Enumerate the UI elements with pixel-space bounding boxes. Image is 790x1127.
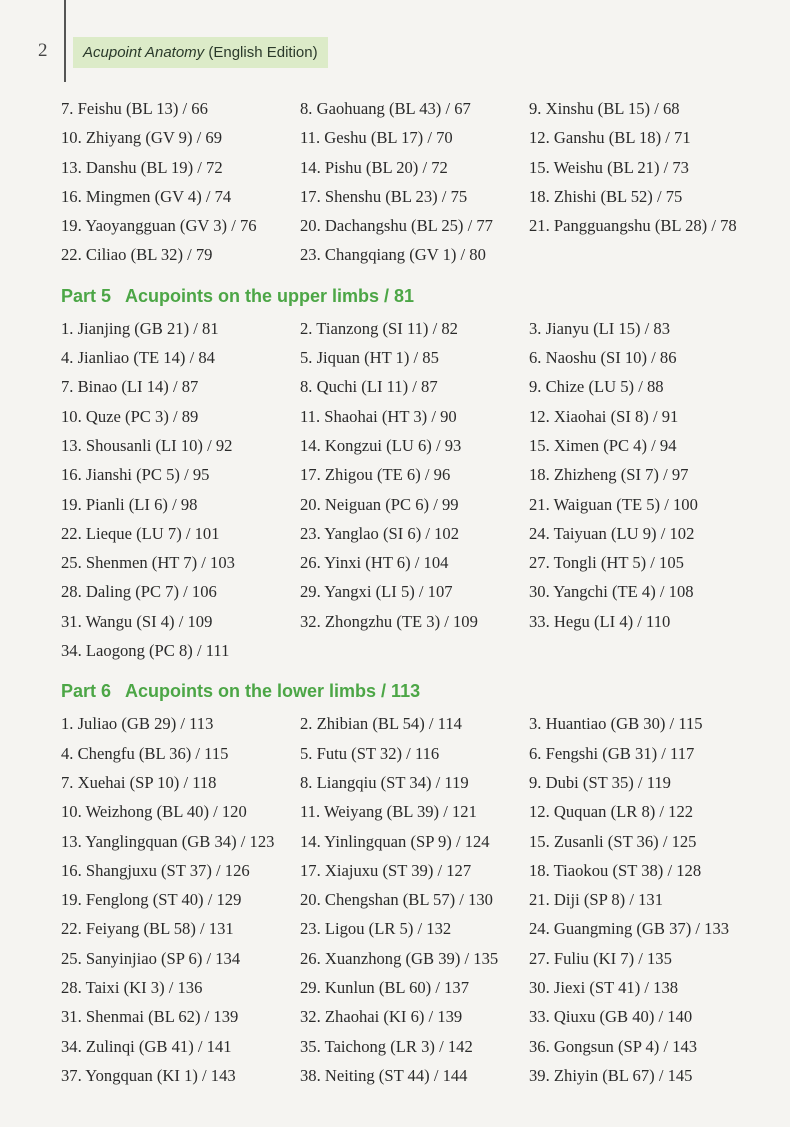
toc-entry: 32. Zhaohai (KI 6) / 139 [300, 1007, 463, 1027]
toc-entry: 15. Ximen (PC 4) / 94 [529, 435, 677, 455]
toc-entry: 11. Weiyang (BL 39) / 121 [300, 802, 477, 822]
toc-row [0, 973, 790, 1002]
toc-row [0, 460, 790, 489]
toc-entry: 2. Zhibian (BL 54) / 114 [300, 714, 462, 734]
toc-entry: 36. Gongsun (SP 4) / 143 [529, 1036, 698, 1056]
toc-entry: 16. Jianshi (PC 5) / 95 [61, 465, 210, 485]
toc-entry: 20. Chengshan (BL 57) / 130 [300, 890, 493, 910]
toc-entry: 28. Daling (PC 7) / 106 [61, 582, 217, 602]
toc-entry: 18. Zhishi (BL 52) / 75 [529, 186, 683, 206]
toc-entry: 20. Neiguan (PC 6) / 99 [300, 494, 459, 514]
toc-entry: 37. Yongquan (KI 1) / 143 [61, 1065, 236, 1085]
toc-entry: 8. Liangqiu (ST 34) / 119 [300, 772, 469, 792]
toc-entry: 11. Geshu (BL 17) / 70 [300, 128, 453, 148]
running-title [73, 37, 328, 68]
toc-row [0, 885, 790, 914]
toc-row [0, 577, 790, 606]
toc-entry: 32. Zhongzhu (TE 3) / 109 [300, 611, 478, 631]
toc-entry: 14. Yinlingquan (SP 9) / 124 [300, 831, 490, 851]
toc-entry: 24. Guangming (GB 37) / 133 [529, 919, 730, 939]
toc-row [0, 343, 790, 372]
toc-entry: 31. Wangu (SI 4) / 109 [61, 611, 213, 631]
toc-row [0, 856, 790, 885]
toc-entry: 1. Juliao (GB 29) / 113 [61, 714, 214, 734]
toc-row [0, 94, 790, 123]
toc-row [0, 709, 790, 738]
toc-row [0, 314, 790, 343]
toc-entry: 9. Xinshu (BL 15) / 68 [529, 99, 680, 118]
toc-entry: 12. Xiaohai (SI 8) / 91 [529, 406, 679, 426]
toc-entry: 10. Quze (PC 3) / 89 [61, 406, 199, 426]
toc-entry: 20. Dachangshu (BL 25) / 77 [300, 216, 493, 236]
toc-entry: 10. Zhiyang (GV 9) / 69 [61, 128, 223, 148]
toc-entry: 15. Weishu (BL 21) / 73 [529, 157, 689, 177]
toc-entry: 13. Yanglingquan (GB 34) / 123 [61, 831, 275, 851]
toc-grid [0, 709, 790, 1090]
toc-entry: 17. Shenshu (BL 23) / 75 [300, 186, 468, 206]
toc-entry: 1. Jianjing (GB 21) / 81 [61, 318, 219, 338]
toc-row [0, 1032, 790, 1061]
toc-entry: 23. Changqiang (GV 1) / 80 [300, 245, 486, 265]
toc-entry: 8. Gaohuang (BL 43) / 67 [300, 99, 471, 118]
toc-entry: 16. Mingmen (GV 4) / 74 [61, 186, 232, 206]
toc-entry: 15. Zusanli (ST 36) / 125 [529, 831, 697, 851]
part-heading [61, 282, 790, 310]
toc-row [0, 1002, 790, 1031]
toc-entry: 21. Diji (SP 8) / 131 [529, 890, 663, 910]
toc-entry: 6. Fengshi (GB 31) / 117 [529, 743, 695, 763]
toc-row [0, 914, 790, 943]
toc-row [0, 636, 790, 665]
toc-entry: 12. Ququan (LR 8) / 122 [529, 802, 694, 822]
toc-row [0, 240, 790, 269]
toc-entry: 34. Zulinqi (GB 41) / 141 [61, 1036, 232, 1056]
toc-entry: 9. Chize (LU 5) / 88 [529, 377, 664, 397]
toc-entry: 16. Shangjuxu (ST 37) / 126 [61, 860, 250, 880]
table-of-contents [0, 94, 790, 1090]
toc-entry: 5. Futu (ST 32) / 116 [300, 743, 440, 763]
toc-grid [0, 94, 790, 270]
toc-entry: 18. Zhizheng (SI 7) / 97 [529, 465, 689, 485]
toc-entry: 26. Yinxi (HT 6) / 104 [300, 553, 449, 573]
toc-entry: 8. Quchi (LI 11) / 87 [300, 377, 438, 397]
toc-entry: 26. Xuanzhong (GB 39) / 135 [300, 948, 499, 968]
toc-entry: 9. Dubi (ST 35) / 119 [529, 772, 671, 792]
toc-row [0, 123, 790, 152]
toc-entry: 25. Shenmen (HT 7) / 103 [61, 553, 235, 573]
toc-row [0, 827, 790, 856]
toc-row [0, 1061, 790, 1090]
toc-entry: 22. Ciliao (BL 32) / 79 [61, 245, 213, 265]
book-edition: (English Edition) [208, 44, 318, 61]
toc-row [0, 548, 790, 577]
toc-row [0, 944, 790, 973]
toc-entry: 31. Shenmai (BL 62) / 139 [61, 1007, 239, 1027]
toc-entry: 5. Jiquan (HT 1) / 85 [300, 348, 439, 368]
part-label: Part 6 [61, 681, 112, 702]
toc-entry: 14. Pishu (BL 20) / 72 [300, 157, 448, 177]
toc-entry: 27. Fuliu (KI 7) / 135 [529, 948, 672, 968]
toc-entry: 23. Yanglao (SI 6) / 102 [300, 523, 460, 543]
toc-entry: 27. Tongli (HT 5) / 105 [529, 553, 684, 573]
toc-entry: 2. Tianzong (SI 11) / 82 [300, 318, 458, 338]
toc-entry: 29. Yangxi (LI 5) / 107 [300, 582, 453, 602]
toc-row [0, 739, 790, 768]
toc-entry: 21. Pangguangshu (BL 28) / 78 [529, 216, 737, 236]
toc-row [0, 490, 790, 519]
toc-entry: 4. Chengfu (BL 36) / 115 [61, 743, 229, 763]
part-heading [61, 677, 790, 705]
toc-entry: 21. Waiguan (TE 5) / 100 [529, 494, 698, 514]
toc-entry: 30. Yangchi (TE 4) / 108 [529, 582, 694, 602]
toc-entry: 34. Laogong (PC 8) / 111 [61, 641, 230, 661]
toc-row [0, 431, 790, 460]
toc-entry: 38. Neiting (ST 44) / 144 [300, 1065, 468, 1085]
toc-entry: 33. Qiuxu (GB 40) / 140 [529, 1007, 693, 1027]
toc-row [0, 153, 790, 182]
toc-row [0, 797, 790, 826]
toc-entry: 7. Binao (LI 14) / 87 [61, 377, 199, 397]
toc-entry: 22. Feiyang (BL 58) / 131 [61, 919, 234, 939]
page-header [0, 30, 790, 80]
toc-entry: 33. Hegu (LI 4) / 110 [529, 611, 671, 631]
toc-entry: 13. Danshu (BL 19) / 72 [61, 157, 223, 177]
toc-entry: 10. Weizhong (BL 40) / 120 [61, 802, 247, 822]
toc-entry: 35. Taichong (LR 3) / 142 [300, 1036, 473, 1056]
toc-row [0, 607, 790, 636]
toc-entry: 6. Naoshu (SI 10) / 86 [529, 348, 677, 368]
part-label: Part 5 [61, 285, 112, 306]
toc-entry: 19. Yaoyangguan (GV 3) / 76 [61, 216, 257, 236]
toc-entry: 13. Shousanli (LI 10) / 92 [61, 435, 233, 455]
page-number: 2 [38, 40, 48, 61]
toc-entry: 11. Shaohai (HT 3) / 90 [300, 406, 457, 426]
toc-row [0, 768, 790, 797]
toc-entry: 30. Jiexi (ST 41) / 138 [529, 978, 679, 998]
toc-entry: 7. Xuehai (SP 10) / 118 [61, 772, 217, 792]
toc-row [0, 402, 790, 431]
toc-entry: 22. Lieque (LU 7) / 101 [61, 523, 220, 543]
toc-entry: 14. Kongzui (LU 6) / 93 [300, 435, 462, 455]
toc-entry: 39. Zhiyin (BL 67) / 145 [529, 1065, 693, 1085]
toc-entry: 17. Xiajuxu (ST 39) / 127 [300, 860, 472, 880]
toc-entry: 3. Jianyu (LI 15) / 83 [529, 318, 671, 338]
toc-row [0, 182, 790, 211]
toc-entry: 25. Sanyinjiao (SP 6) / 134 [61, 948, 241, 968]
toc-entry: 7. Feishu (BL 13) / 66 [61, 99, 208, 118]
toc-entry: 24. Taiyuan (LU 9) / 102 [529, 523, 695, 543]
toc-entry: 23. Ligou (LR 5) / 132 [300, 919, 452, 939]
toc-grid [0, 314, 790, 666]
toc-row [0, 211, 790, 240]
toc-entry: 12. Ganshu (BL 18) / 71 [529, 128, 691, 148]
toc-entry: 19. Fenglong (ST 40) / 129 [61, 890, 242, 910]
toc-entry: 17. Zhigou (TE 6) / 96 [300, 465, 451, 485]
toc-entry: 29. Kunlun (BL 60) / 137 [300, 978, 469, 998]
part-title: Acupoints on the lower limbs / 113 [125, 681, 421, 702]
toc-entry: 18. Tiaokou (ST 38) / 128 [529, 860, 702, 880]
part-title: Acupoints on the upper limbs / 81 [125, 285, 415, 306]
book-title: Acupoint Anatomy [83, 44, 205, 61]
toc-entry: 28. Taixi (KI 3) / 136 [61, 978, 203, 998]
toc-entry: 3. Huantiao (GB 30) / 115 [529, 714, 703, 734]
toc-entry: 4. Jianliao (TE 14) / 84 [61, 348, 215, 368]
toc-row [0, 372, 790, 401]
toc-entry: 19. Pianli (LI 6) / 98 [61, 494, 198, 514]
header-divider [64, 0, 66, 82]
toc-row [0, 519, 790, 548]
